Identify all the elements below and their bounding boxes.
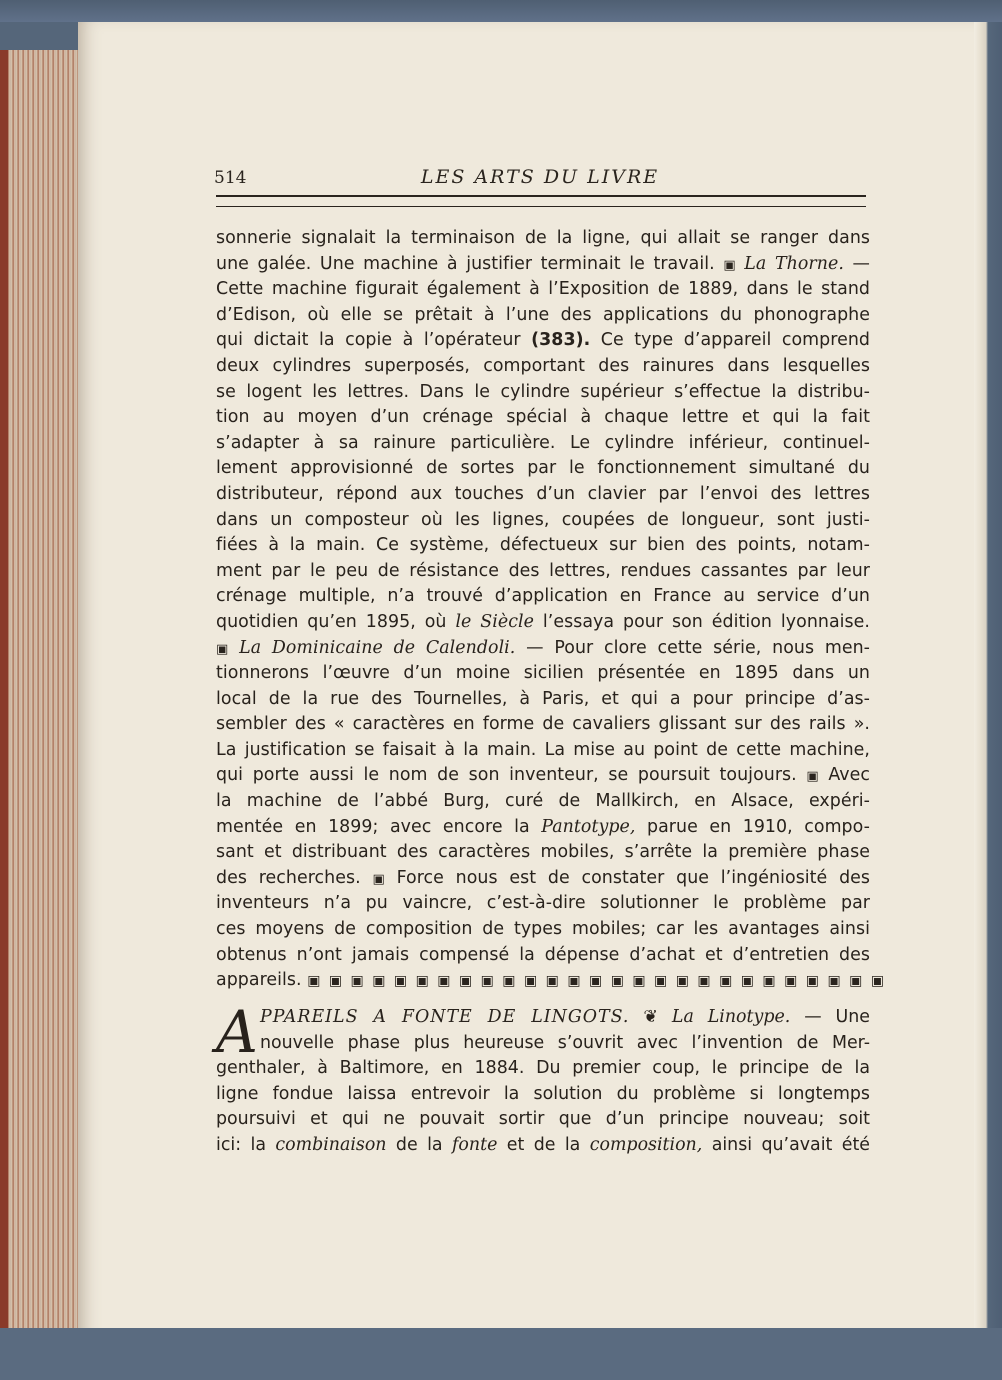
text-run: quotidien qu’en 1895, où xyxy=(216,611,447,632)
text-line xyxy=(216,636,870,662)
ornament-row: ▣ ▣ ▣ ▣ ▣ ▣ ▣ ▣ ▣ ▣ ▣ ▣ ▣ ▣ ▣ ▣ ▣ ▣ ▣ ▣ ▣ ▣ ▣ ▣ ▣ ▣ ▣ xyxy=(307,973,887,990)
text-line: nouvelle phase plus heureuse s’ouvrit avec l’invention de Mer- xyxy=(260,1032,870,1053)
book-cover-top xyxy=(0,0,1002,22)
text-run: l’essaya pour son édition lyonnaise. xyxy=(542,611,870,632)
text-line: obtenus n’ont jamais compensé la dépense d’achat et d’entretien des xyxy=(216,944,870,965)
section-heading-line xyxy=(216,1005,870,1031)
running-head xyxy=(214,164,866,188)
text-line: tion au moyen d’un crénage spécial à chaque lettre et qui la fait xyxy=(216,407,870,428)
text-line: crénage multiple, n’a trouvé d’application en France au service d’un xyxy=(216,586,870,607)
italic-run: La Dominicaine de Calendoli. xyxy=(239,637,516,658)
section-linotype xyxy=(216,998,871,1159)
text-run: Avec xyxy=(828,765,871,786)
page-number: 514 xyxy=(214,168,247,188)
text-line xyxy=(216,252,870,278)
text-line xyxy=(216,968,887,994)
text-line: sant et distribuant des caractères mobiles, s’arrête la première phase xyxy=(216,842,870,863)
italic-run: fonte xyxy=(451,1134,498,1155)
text-line: dans un composteur où les lignes, coupées de longueur, sont justi- xyxy=(216,509,870,530)
ornament-icon: ▣ xyxy=(372,871,385,887)
text-line: d’Edison, où elle se prêtait à l’une des applications du phonographe xyxy=(216,304,870,325)
ornament-icon: ▣ xyxy=(216,641,229,657)
text-line: deux cylindres superposés, comportant des rainures dans lesquelles xyxy=(216,355,870,376)
ornament-icon: ▣ xyxy=(806,769,819,785)
text-run: ainsi qu’avait été xyxy=(711,1134,870,1155)
text-run: une galée. Une machine à justifier terminait le travail. xyxy=(216,253,715,274)
italic-run: La Thorne. xyxy=(744,253,844,274)
italic-run: composition, xyxy=(589,1134,703,1155)
text-line: inventeurs n’a pu vaincre, c’est-à-dire solutionner le problème par xyxy=(216,893,870,914)
italic-run: Pantotype, xyxy=(541,816,636,837)
text-line: distributeur, répond aux touches d’un clavier par l’envoi des lettres xyxy=(216,483,870,504)
text-line: fiées à la main. Ce système, défectueux sur bien des points, notam- xyxy=(216,535,870,556)
text-run: des recherches. xyxy=(216,867,361,888)
page-edges xyxy=(0,50,80,1350)
text-run: — Pour clore cette série, nous men- xyxy=(526,637,870,658)
text-line: La justification se faisait à la main. La mise au point de cette machine, xyxy=(216,739,870,760)
text-run: ici: la xyxy=(216,1134,266,1155)
leaf-ornament-icon: ❦ xyxy=(643,1007,658,1027)
text-line: la machine de l’abbé Burg, curé de Mallkirch, en Alsace, expéri- xyxy=(216,791,870,812)
header-rule xyxy=(216,195,866,207)
text-line: Cette machine figurait également à l’Exposition de 1889, dans le stand xyxy=(216,279,870,300)
italic-run: le Siècle xyxy=(455,611,534,632)
text-line xyxy=(216,1133,870,1159)
drop-cap: A xyxy=(216,998,258,1066)
text-line: poursuivi et qui ne pouvait sortir que d’un principe nouveau; soit xyxy=(216,1109,870,1130)
text-line: sembler des « caractères en forme de cavaliers glissant sur des rails ». xyxy=(216,714,870,735)
running-title: LES ARTS DU LIVRE xyxy=(420,166,660,188)
text-run: qui dictait la copie à l’opérateur xyxy=(216,330,521,351)
text-line: ment par le peu de résistance des lettres, rendues cassantes par leur xyxy=(216,560,870,581)
text-run: qui porte aussi le nom de son inventeur, se poursuit toujours. xyxy=(216,765,797,786)
text-line xyxy=(216,866,870,892)
text-line xyxy=(216,610,870,636)
text-line: ligne fondue laissa entrevoir la solution du problème si longtemps xyxy=(216,1083,870,1104)
text-run: appareils. xyxy=(216,970,302,991)
text-run: de la xyxy=(395,1134,443,1155)
text-run: parue en 1910, compo- xyxy=(647,816,870,837)
text-line: tionnerons l’œuvre d’un moine sicilien présentée en 1895 dans un xyxy=(216,663,870,684)
text-run: Ce type d’appareil comprend xyxy=(600,330,870,351)
text-run: — Une xyxy=(804,1007,871,1027)
section-heading: PPAREILS A FONTE DE LINGOTS. xyxy=(260,1007,630,1027)
text-run: mentée en 1899; avec encore la xyxy=(216,816,530,837)
text-line xyxy=(216,763,870,789)
text-run: et de la xyxy=(506,1134,581,1155)
text-run: — xyxy=(852,253,870,274)
text-run: Force nous est de constater que l’ingéniosité des xyxy=(396,867,871,888)
text-line: genthaler, à Baltimore, en 1884. Du premier coup, le principe de la xyxy=(216,1058,870,1079)
text-line xyxy=(216,328,870,354)
book-cover-bottom xyxy=(0,1328,1002,1380)
text-line xyxy=(216,815,870,841)
book-cover-right xyxy=(974,22,1002,1352)
body-paragraph xyxy=(216,226,887,994)
figure-reference: (383). xyxy=(531,330,591,351)
text-line: ces moyens de composition de types mobiles; car les avantages ainsi xyxy=(216,919,870,940)
text-line: s’adapter à sa rainure particulière. Le cylindre inférieur, continuel- xyxy=(216,432,870,453)
text-line: sonnerie signalait la terminaison de la ligne, qui allait se ranger dans xyxy=(216,228,870,248)
subheading: La Linotype. xyxy=(671,1007,791,1027)
text-line: local de la rue des Tournelles, à Paris, et qui a pour principe d’as- xyxy=(216,688,870,709)
text-line: lement approvisionné de sortes par le fonctionnement simultané du xyxy=(216,458,870,479)
text-line: se logent les lettres. Dans le cylindre supérieur s’effectue la distribu- xyxy=(216,381,870,402)
italic-run: combinaison xyxy=(275,1134,387,1155)
ornament-icon: ▣ xyxy=(723,257,736,273)
